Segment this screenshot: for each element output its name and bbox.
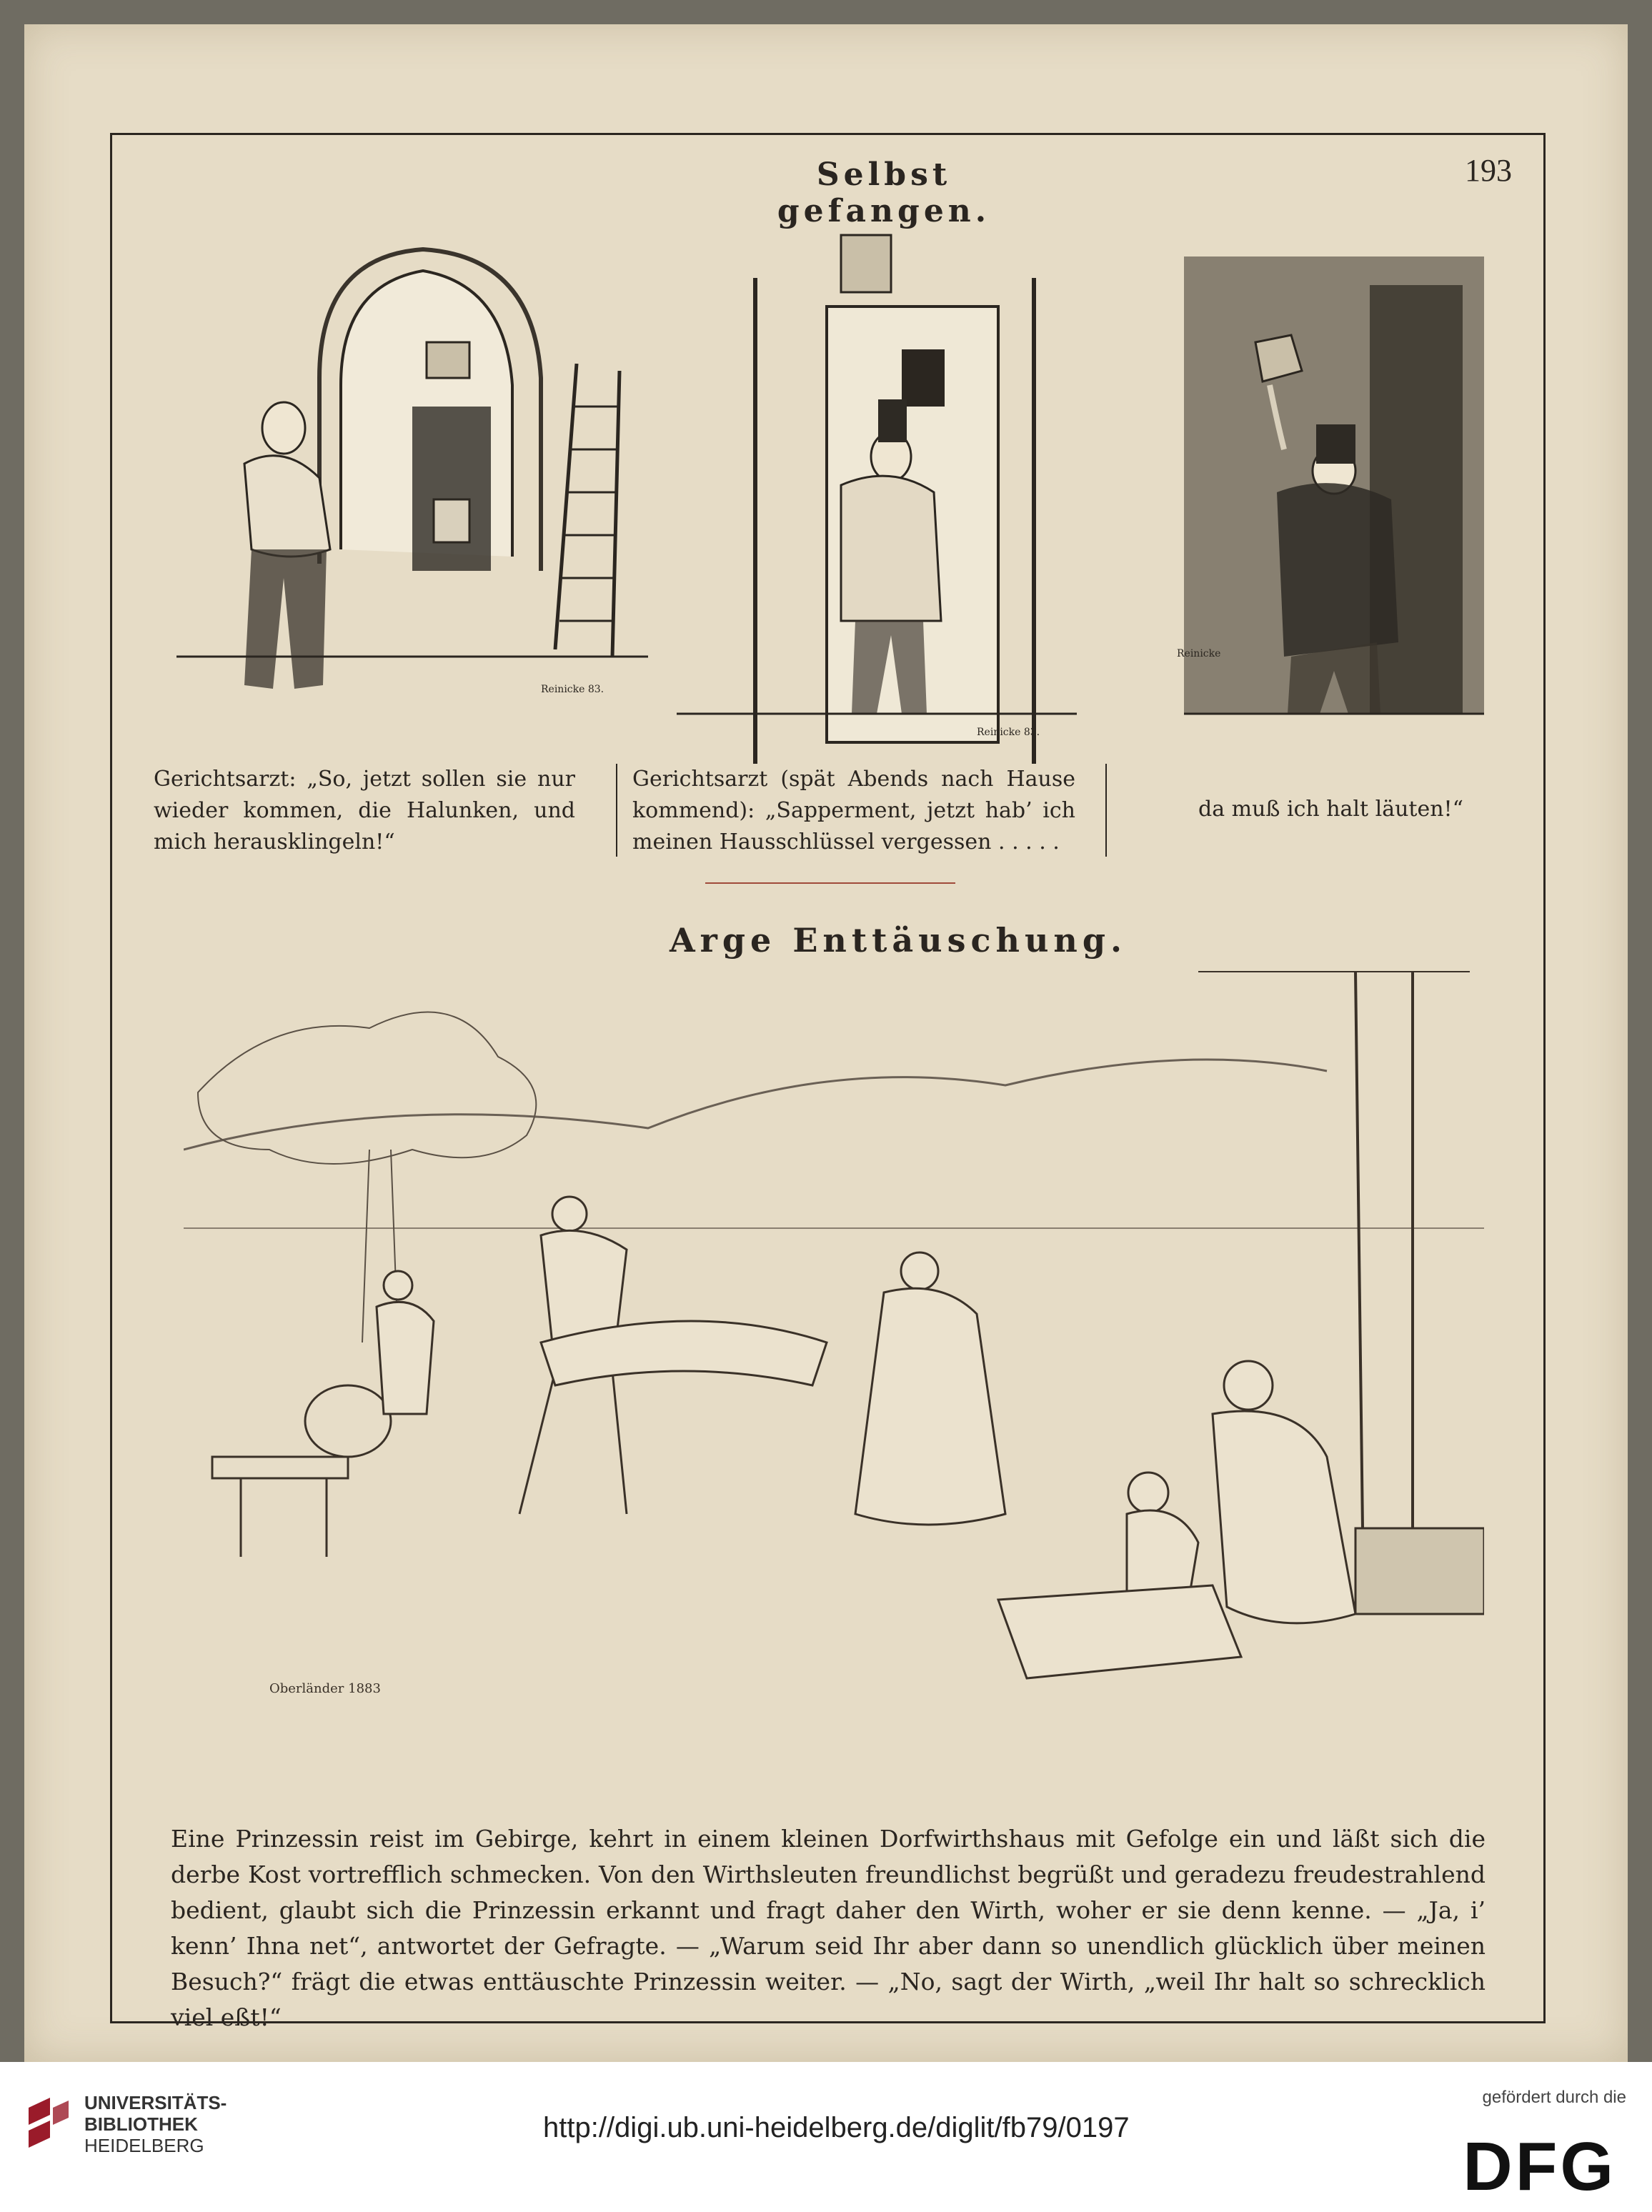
- caption-separator-2: [1105, 764, 1107, 857]
- page-sheet: [24, 24, 1628, 2062]
- panel-3-illustration: [1155, 256, 1527, 742]
- section-divider: [705, 882, 955, 884]
- page-frame: [110, 133, 1546, 2031]
- funder-logo: DFG: [1463, 2128, 1616, 2205]
- library-name-line-2: BIBLIOTHEK: [84, 2113, 198, 2135]
- caption-separator-1: [616, 764, 617, 857]
- funded-by-label: gefördert durch die: [1482, 2088, 1626, 2107]
- panel-1-illustration: [176, 221, 648, 735]
- main-illustration: [184, 971, 1484, 1800]
- panel-2-caption: Gerichtsarzt (spät Abends nach Hause kommend): „Sapperment, jetzt hab’ ich meinen Hausschlüssel vergessen . . . . .: [632, 767, 1075, 855]
- footer-bar: [0, 2062, 1652, 2212]
- panel-3-caption: da muß ich halt läuten!“: [1198, 797, 1463, 822]
- library-name-line-1: UNIVERSITÄTS-: [84, 2092, 227, 2113]
- page-title: Selbst gefangen.: [777, 156, 991, 229]
- panel-1-signature: Reinicke 83.: [541, 684, 604, 695]
- permalink-url[interactable]: http://digi.ub.uni-heidelberg.de/diglit/fb79/0197: [543, 2112, 1130, 2143]
- panel-2-illustration: [677, 221, 1077, 764]
- library-logo-icon: [21, 2093, 76, 2162]
- illustration-signature: Oberländer 1883: [269, 1681, 381, 1696]
- section-title: Arge Enttäuschung.: [669, 921, 1128, 960]
- story-text: Eine Prinzessin reist im Gebirge, kehrt in einem kleinen Dorfwirthshaus mit Gefolge ein und läßt sich die derbe Kost vortrefflich schmecken. Von den Wirthsleuten freundlichst begrüßt und geradezu freudestrahlend bedient, glaubt sich die Prinzessin erkannt und fragt daher den Wirth, woher er sie denn kenne. — „Ja, i’ kenn’ Ihna net“, antwortet der Gefragte. — „Warum seid Ihr aber dann so unendlich glücklich über meinen Besuch?“ frägt die etwas enttäuschte Prinzessin weiter. — „No, sagt der Wirth, „weil Ihr halt so schrecklich viel eßt!“: [171, 1825, 1486, 2031]
- library-name-line-3: HEIDELBERG: [84, 2135, 204, 2156]
- panel-1-caption: Gerichtsarzt: „So, jetzt sollen sie nur wieder kommen, die Halunken, und mich herausklingeln!“: [154, 767, 575, 855]
- page-number: 193: [1465, 153, 1512, 188]
- panel-2-signature: Reinicke 83.: [977, 727, 1040, 738]
- panel-3-signature: Reinicke: [1177, 648, 1221, 659]
- library-name: [84, 2092, 227, 2156]
